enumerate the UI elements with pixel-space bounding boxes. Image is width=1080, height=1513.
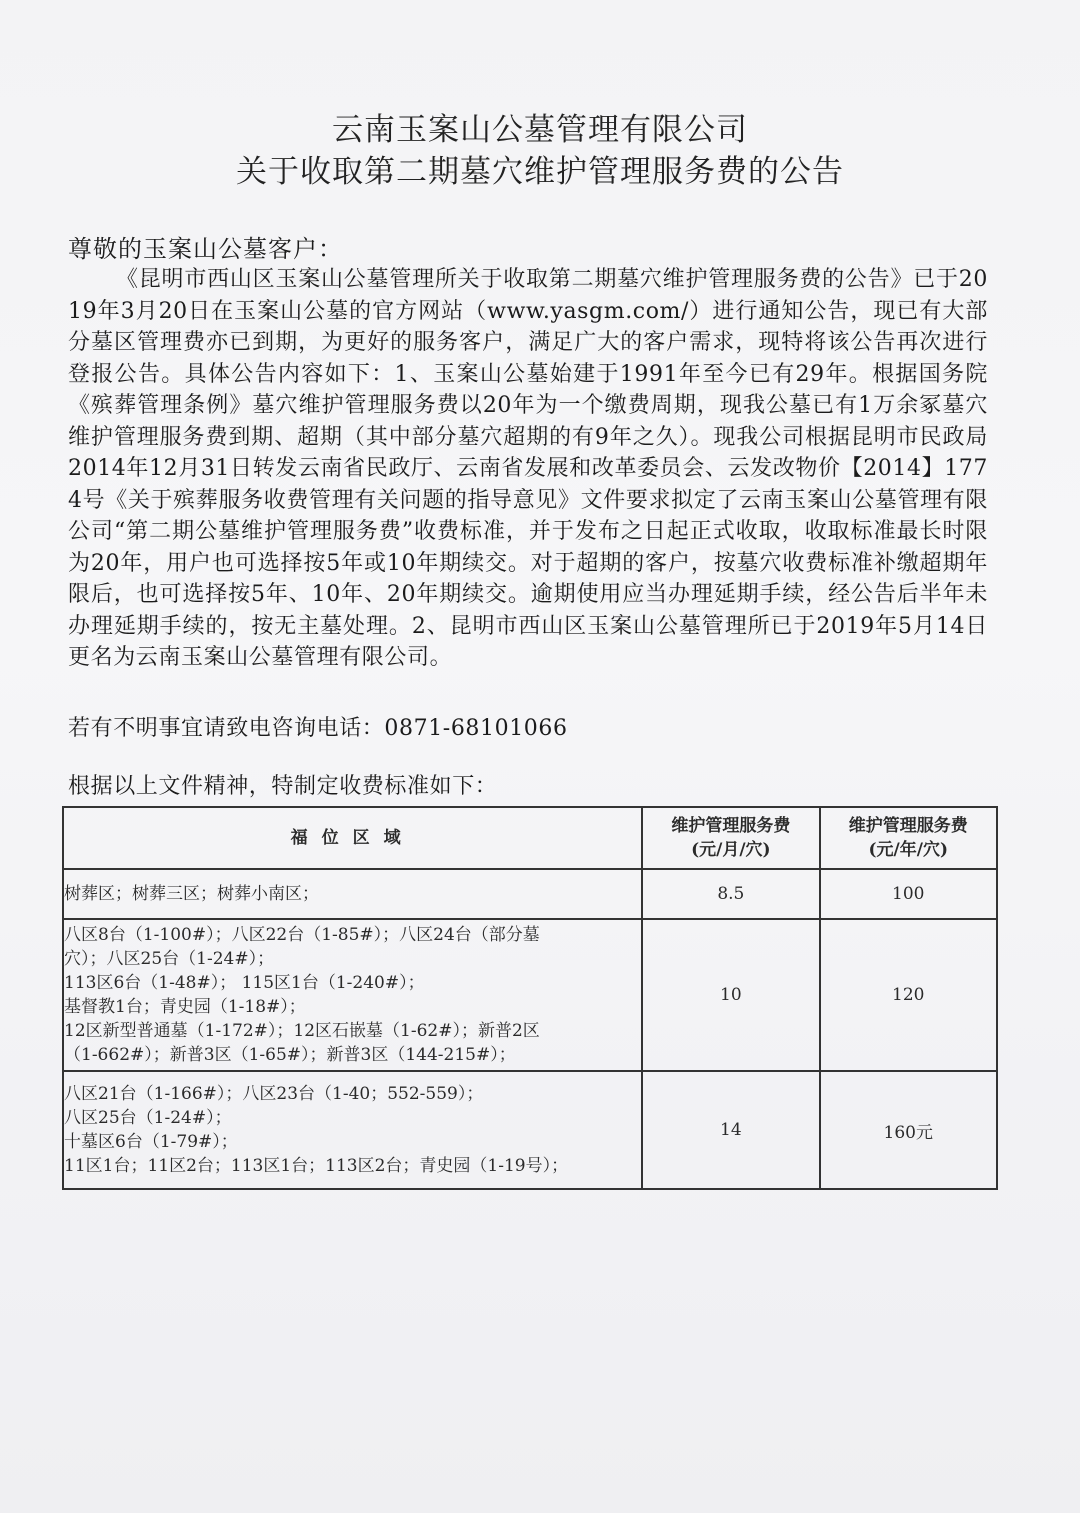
table-header-row	[63, 807, 997, 869]
yearly-fee-cell: 160元	[820, 1071, 997, 1189]
greeting: 尊敬的玉案山公墓客户：	[68, 235, 343, 263]
area-line: 十墓区6台（1-79#）；	[64, 1132, 238, 1152]
yearly-fee-cell: 120	[820, 919, 997, 1071]
fee-table	[62, 806, 998, 1190]
table-row	[63, 919, 997, 1071]
area-cell	[63, 1071, 642, 1189]
area-line: 穴）；八区25台（1-24#）；	[64, 949, 275, 969]
header-monthly-line2: (元/月/穴)	[691, 840, 771, 860]
notice-body: 《昆明市西山区玉案山公墓管理所关于收取第二期墓穴维护管理服务费的公告》已于2019年3月20日在玉案山公墓的官方网站（www.yasgm.com/）进行通知公告，现已有大部分墓区管理费亦已到期，为更好的服务客户，满足广大的客户需求，现特将该公告再次进行登报公告。具体公告内容如下：1、玉案山公墓始建于1991年至今已有29年。根据国务院《殡葬管理条例》墓穴维护管理服务费以20年为一个缴费周期，现我公墓已有1万余冢墓穴维护管理服务费到期、超期（其中部分墓穴超期的有9年之久）。现我公司根据昆明市民政局2014年12月31日转发云南省民政厅、云南省发展和改革委员会、云发改物价【2014】1774号《关于殡葬服务收费管理有关问题的指导意见》文件要求拟定了云南玉案山公墓管理有限公司“第二期公墓维护管理服务费”收费标准，并于发布之日起正式收取，收取标准最长时限为20年，用户也可选择按5年或10年期续交。对于超期的客户，按墓穴收费标准补缴超期年限后，也可选择按5年、10年、20年期续交。逾期使用应当办理延期手续，经公告后半年未办理延期手续的，按无主墓处理。2、昆明市西山区玉案山公墓管理所已于2019年5月14日更名为云南玉案山公墓管理有限公司。	[68, 267, 988, 670]
page-title-company: 云南玉案山公墓管理有限公司	[332, 112, 748, 148]
header-yearly-line1: 维护管理服务费	[848, 816, 968, 836]
area-line: 八区21台（1-166#）；八区23台（1-40；552-559）；	[64, 1084, 484, 1104]
area-line: 八区8台（1-100#）；八区22台（1-85#）；八区24台（部分墓	[64, 925, 540, 945]
header-monthly-line1: 维护管理服务费	[671, 816, 791, 836]
header-yearly-line2: (元/年/穴)	[868, 840, 949, 860]
area-line: 12区新型普通墓（1-172#）；12区石嵌墓（1-62#）；新普2区	[64, 1021, 540, 1041]
monthly-fee-cell: 10	[642, 919, 819, 1071]
header-monthly-fee	[642, 807, 819, 869]
header-area: 福位区域	[63, 807, 642, 869]
area-line: 113区6台（1-48#）； 115区1台（1-240#）；	[64, 973, 425, 993]
monthly-fee-cell: 8.5	[642, 869, 819, 919]
area-line: （1-662#）；新普3区（1-65#）；新普3区（144-215#）；	[64, 1045, 516, 1065]
area-line: 树葬区；树葬三区；树葬小南区；	[64, 884, 319, 904]
table-intro: 根据以上文件精神，特制定收费标准如下：	[68, 774, 498, 799]
area-line: 八区25台（1-24#）；	[64, 1108, 232, 1128]
table-row	[63, 1071, 997, 1189]
area-line: 基督教1台；青史园（1-18#）；	[64, 997, 306, 1017]
area-cell	[63, 869, 642, 919]
area-line: 11区1台；11区2台；113区1台；113区2台；青史园（1-19号）；	[64, 1156, 569, 1176]
table-row	[63, 869, 997, 919]
monthly-fee-cell: 14	[642, 1071, 819, 1189]
page-title-notice: 关于收取第二期墓穴维护管理服务费的公告	[236, 154, 844, 190]
hotline-text: 若有不明事宜请致电咨询电话：0871-68101066	[68, 716, 568, 741]
yearly-fee-cell: 100	[820, 869, 997, 919]
header-yearly-fee	[820, 807, 997, 869]
area-cell	[63, 919, 642, 1071]
